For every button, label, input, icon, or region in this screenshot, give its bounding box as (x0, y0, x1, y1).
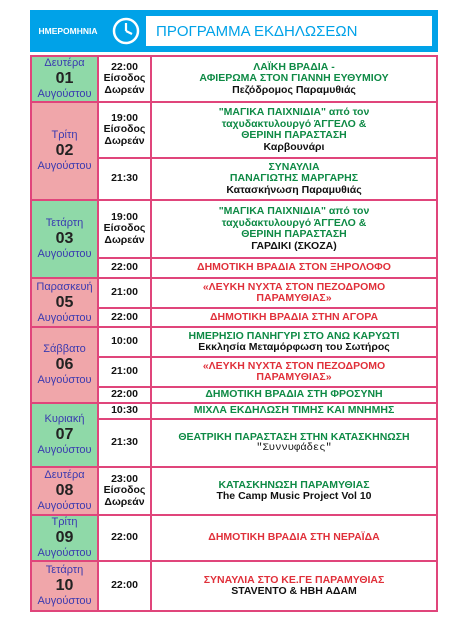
entry-note: Δωρεάν (104, 83, 145, 96)
event-time: 22:00 (111, 261, 138, 274)
month-name: Αυγούστου (37, 160, 92, 172)
event-title: ταχυδακτυλουργό ΆΓΓΕΛΟ & (221, 216, 367, 229)
event-time: 22:00 (111, 579, 138, 592)
table-row (31, 403, 437, 419)
date-cell (31, 102, 98, 200)
table-row (31, 200, 437, 258)
event-cell (151, 278, 437, 308)
event-title: ΛΑΪΚΗ ΒΡΑΔΙΑ - (253, 60, 335, 73)
month-name: Αυγούστου (37, 500, 92, 512)
date-cell (31, 278, 98, 327)
event-title: ΠΑΝΑΓΙΩΤΗΣ ΜΑΡΓΑΡΗΣ (229, 172, 359, 185)
time-cell (98, 200, 151, 258)
event-title: "ΜΑΓΙΚΑ ΠΑΙΧΝΙΔΙΑ" από τον (218, 205, 370, 217)
event-cell (151, 200, 437, 258)
time-cell (98, 403, 151, 419)
time-cell (98, 158, 151, 200)
event-cell (151, 56, 437, 102)
table-row (31, 278, 437, 308)
event-title: "Συννυφάδες" (256, 442, 332, 454)
day-name: Τετάρτη (45, 217, 84, 229)
table-row (31, 102, 437, 158)
event-time: 22:00 (111, 310, 138, 323)
day-number: 07 (55, 426, 74, 443)
event-time: 22:00 (111, 531, 138, 544)
event-time: 19:00 (111, 111, 138, 124)
entry-note: Δωρεάν (104, 495, 145, 508)
event-cell (151, 403, 437, 419)
month-name: Αυγούστου (37, 88, 92, 100)
day-number: 09 (55, 529, 74, 546)
table-row (31, 467, 437, 515)
event-cell (151, 357, 437, 387)
day-number: 02 (55, 142, 74, 159)
event-title: ΔΗΜΟΤΙΚΗ ΒΡΑΔΙΑ ΣΤΗΝ ΑΓΟΡΑ (209, 310, 379, 323)
date-cell (31, 561, 98, 611)
event-title: ΜΙΧΛΑ ΕΚΔΗΛΩΣΗ ΤΙΜΗΣ ΚΑΙ ΜΝΗΜΗΣ (193, 404, 395, 417)
event-title: ταχυδακτυλουργό ΆΓΓΕΛΟ & (221, 117, 367, 130)
event-title: ΗΜΕΡΗΣΙΟ ΠΑΝΗΓΥΡΙ ΣΤΟ ΑΝΩ ΚΑΡΥΩΤΙ (188, 329, 400, 342)
time-cell (98, 387, 151, 403)
table-row (31, 515, 437, 561)
day-number: 06 (55, 356, 74, 373)
time-cell (98, 258, 151, 278)
event-title: «ΛΕΥΚΗ ΝΥΧΤΑ ΣΤΟΝ ΠΕΖΟΔΡΟΜΟ (202, 359, 386, 372)
date-cell (31, 327, 98, 403)
event-time: 21:30 (111, 436, 138, 449)
day-name: Δευτέρα (44, 57, 85, 69)
event-cell (151, 419, 437, 467)
table-row (31, 327, 437, 357)
event-title: ΑΦΙΕΡΩΜΑ ΣΤΟΝ ΓΙΑΝΝΗ ΕΥΘΥΜΙΟΥ (199, 72, 389, 85)
event-title: ΔΗΜΟΤΙΚΗ ΒΡΑΔΙΑ ΣΤΗ ΦΡΟΣΥΝΗ (205, 388, 383, 401)
event-title: ΘΕΑΤΡΙΚΗ ΠΑΡΑΣΤΑΣΗ ΣΤΗΝ ΚΑΤΑΣΚΗΝΩΣΗ (178, 430, 410, 443)
event-cell (151, 258, 437, 278)
day-number: 03 (55, 230, 74, 247)
event-title: «ΛΕΥΚΗ ΝΥΧΤΑ ΣΤΟΝ ΠΕΖΟΔΡΟΜΟ (202, 280, 386, 293)
month-name: Αυγούστου (37, 374, 92, 386)
date-cell (31, 200, 98, 278)
clock-icon (106, 10, 146, 52)
event-cell (151, 561, 437, 611)
month-name: Αυγούστου (37, 595, 92, 607)
month-name: Αυγούστου (37, 248, 92, 260)
event-title: ΔΗΜΟΤΙΚΗ ΒΡΑΔΙΑ ΣΤΟΝ ΞΗΡΟΛΟΦΟ (197, 261, 391, 274)
event-title: ΚΑΤΑΣΚΗΝΩΣΗ ΠΑΡΑΜΥΘΙΑΣ (218, 478, 370, 491)
date-cell (31, 467, 98, 515)
event-venue: Πεζόδρομος Παραμυθιάς (232, 83, 356, 96)
event-title: ΘΕΡΙΝΗ ΠΑΡΑΣΤΑΣΗ (241, 228, 347, 240)
event-title: ΣΥΝΑΥΛΙΑ ΣΤΟ ΚΕ.ΓΕ ΠΑΡΑΜΥΘΙΑΣ (203, 573, 385, 586)
event-title: ΠΑΡΑΜΥΘΙΑΣ» (256, 371, 332, 383)
entry-note: Είσοδος (103, 123, 146, 136)
event-time: 21:00 (111, 286, 138, 299)
time-cell (98, 308, 151, 327)
day-number: 08 (55, 482, 74, 499)
event-title: ΣΥΝΑΥΛΙΑ (268, 160, 320, 173)
day-name: Τετάρτη (45, 564, 84, 576)
event-cell (151, 467, 437, 515)
date-cell (31, 56, 98, 102)
table-row (31, 561, 437, 611)
day-name: Παρασκευή (36, 280, 93, 293)
date-cell (31, 403, 98, 467)
event-time: 23:00 (111, 472, 138, 485)
event-time: 21:30 (111, 172, 138, 185)
events-table (30, 55, 438, 612)
time-cell (98, 357, 151, 387)
event-time: 22:00 (111, 60, 138, 73)
event-title: ΔΗΜΟΤΙΚΗ ΒΡΑΔΙΑ ΣΤΗ ΝΕΡΑΪΔΑ (208, 531, 380, 544)
event-time: 21:00 (111, 365, 138, 378)
month-name: Αυγούστου (37, 311, 92, 324)
event-time: 10:00 (111, 335, 138, 348)
time-cell (98, 278, 151, 308)
entry-note: Είσοδος (103, 222, 146, 235)
event-cell (151, 515, 437, 561)
time-cell (98, 561, 151, 611)
date-column-label: ΗΜΕΡΟΜΗΝΙΑ (38, 26, 98, 36)
table-row (31, 56, 437, 102)
event-venue: Εκκλησία Μεταμόρφωση του Σωτήρος (198, 341, 390, 353)
day-number: 01 (55, 70, 74, 87)
entry-note: Δωρεάν (104, 233, 145, 246)
event-time: 10:30 (111, 404, 138, 417)
page-title: ΠΡΟΓΡΑΜΜΑ ΕΚΔΗΛΩΣΕΩΝ (146, 16, 432, 46)
event-title: ΘΕΡΙΝΗ ΠΑΡΑΣΤΑΣΗ (241, 129, 347, 141)
event-cell (151, 327, 437, 357)
day-name: Δευτέρα (44, 469, 85, 481)
time-cell (98, 515, 151, 561)
event-cell (151, 158, 437, 200)
month-name: Αυγούστου (37, 547, 92, 559)
event-title: STAVENTO & ΗΒΗ ΑΔΑΜ (231, 585, 357, 597)
time-cell (98, 419, 151, 467)
day-name: Σάββατο (43, 343, 86, 355)
time-cell (98, 467, 151, 515)
event-cell (151, 308, 437, 327)
entry-note: Είσοδος (103, 72, 146, 85)
time-cell (98, 327, 151, 357)
event-cell (151, 387, 437, 403)
event-title: The Camp Music Project Vol 10 (216, 490, 372, 502)
event-venue: ΓΑΡΔΙΚΙ (ΣΚΟΖΑ) (251, 239, 337, 252)
day-name: Τρίτη (51, 516, 78, 528)
event-venue: Καρβουνάρι (263, 140, 325, 153)
event-time: 22:00 (111, 388, 138, 401)
event-title: "ΜΑΓΙΚΑ ΠΑΙΧΝΙΔΙΑ" από τον (218, 106, 370, 118)
day-name: Κυριακή (44, 413, 85, 425)
entry-note: Είσοδος (103, 484, 146, 497)
day-number: 05 (55, 293, 74, 311)
entry-note: Δωρεάν (104, 134, 145, 147)
day-name: Τρίτη (51, 129, 78, 141)
date-cell (31, 515, 98, 561)
day-number: 10 (55, 577, 74, 594)
event-cell (151, 102, 437, 158)
time-cell (98, 102, 151, 158)
time-cell (98, 56, 151, 102)
month-name: Αυγούστου (37, 444, 92, 456)
event-venue: Κατασκήνωση Παραμυθιάς (226, 183, 362, 196)
schedule-header (30, 10, 438, 52)
event-time: 19:00 (111, 210, 138, 223)
event-title: ΠΑΡΑΜΥΘΙΑΣ» (256, 292, 332, 304)
